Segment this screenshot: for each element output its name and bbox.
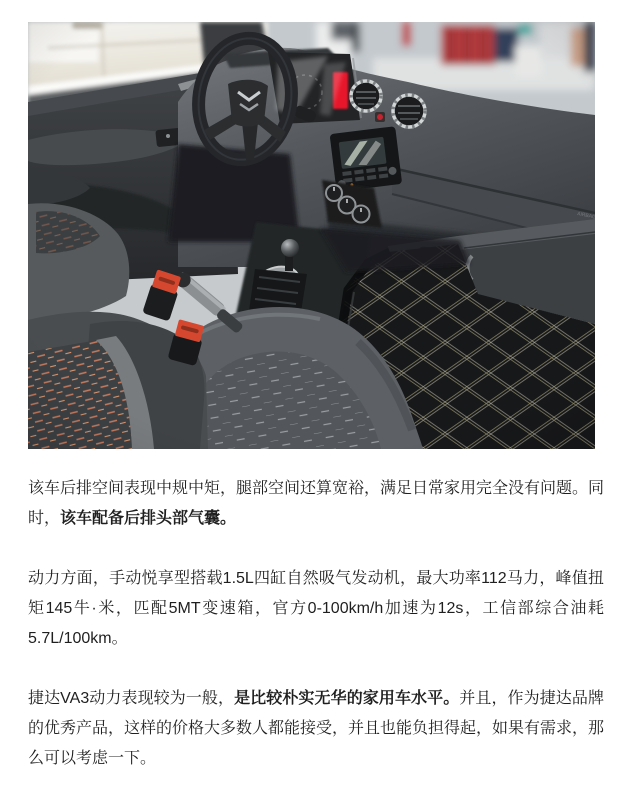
paragraph-rear-space [28,474,604,534]
paragraph-conclusion [28,684,604,774]
article-body [28,474,604,792]
paragraph-text: 该车后排空间表现中规中矩，腿部空间还算宽裕，满足日常家用完全没有问题。同时， [28,480,605,527]
paragraph-text: 并且，作为捷达品牌的优秀产品，这样的价格大多数人都能接受，并且也能负担得起，如果有需求，那么可以考虑一下。 [28,690,605,767]
paragraph-bold-text: 是比较朴实无华的家用车水平。 [234,690,460,707]
paragraph-bold-text: 该车配备后排头部气囊。 [60,510,237,527]
car-interior-illustration [28,22,595,449]
paragraph-text: 动力方面，手动悦享型搭载1.5L四缸自然吸气发动机，最大功率112马力，峰值扭矩145牛·米，匹配5MT变速箱，官方0-100km/h加速为12s，工信部综合油耗5.7L/100km。 [28,570,604,647]
paragraph-text: 捷达VA3动力表现较为一般， [28,690,235,707]
photo-vignette [28,22,595,449]
paragraph-powertrain [28,564,604,654]
car-interior-photo [28,22,595,449]
